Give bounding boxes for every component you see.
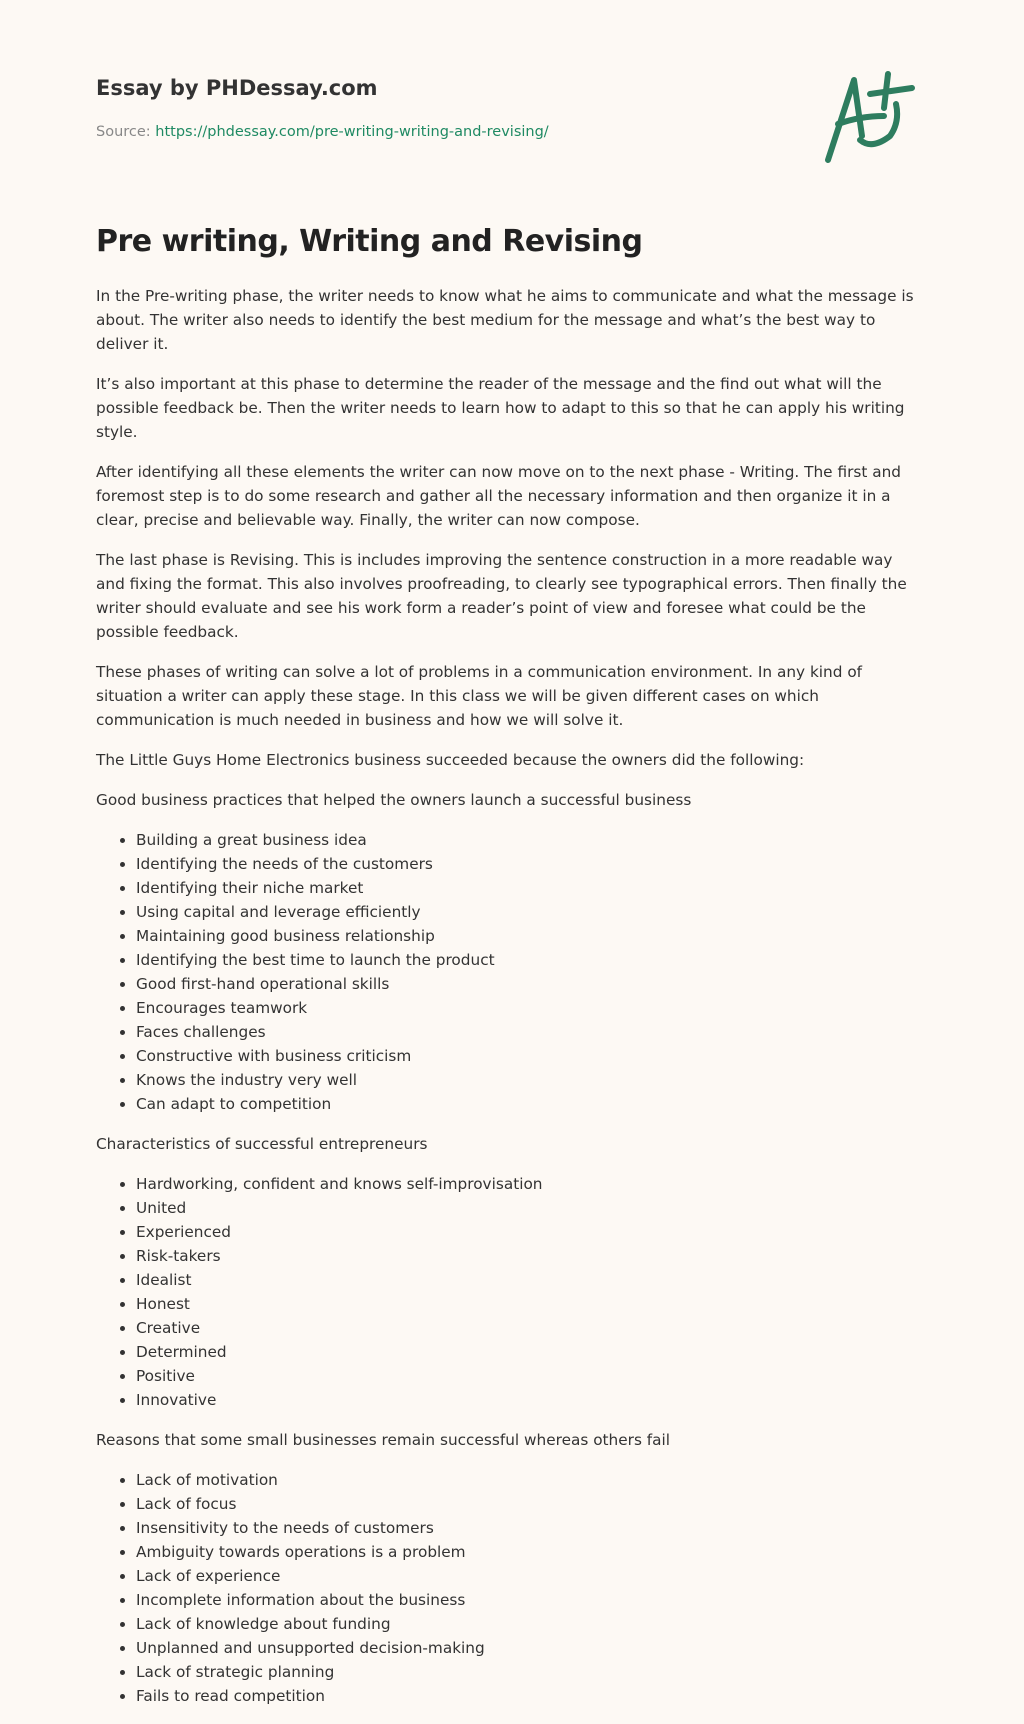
bullet-list: [96, 828, 926, 1116]
list-item: • Encourages teamwork: [136, 996, 926, 1020]
paragraph: The last phase is Revising. This is includes improving the sentence construction in a more readable way and fixing the format. This also involves proofreading, to clearly see typographical errors. Then finally the writer should evaluate and see his work form a reader’s point of view and foresee what could be the possible feedback.: [96, 551, 907, 641]
list-item: • Maintaining good business relationship: [136, 924, 926, 948]
list-item: • Faces challenges: [136, 1020, 926, 1044]
list-item: • Using capital and leverage efficiently: [136, 900, 926, 924]
list-item: • Lack of experience: [136, 1564, 926, 1588]
list-item: • Lack of motivation: [136, 1468, 926, 1492]
list-item: • Lack of knowledge about funding: [136, 1612, 926, 1636]
article-title: Pre writing, Writing and Revising: [96, 224, 643, 259]
list-item: • Honest: [136, 1292, 926, 1316]
list-intro: Good business practices that helped the owners launch a successful business: [96, 791, 692, 809]
list-item: • Positive: [136, 1364, 926, 1388]
list-item: • Insensitivity to the needs of customers: [136, 1516, 926, 1540]
list-item: • Identifying the needs of the customers: [136, 852, 926, 876]
list-item: • Identifying their niche market: [136, 876, 926, 900]
source-line: [96, 124, 549, 140]
list-item: • United: [136, 1196, 926, 1220]
list-item: • Lack of focus: [136, 1492, 926, 1516]
list-item: • Knows the industry very well: [136, 1068, 926, 1092]
bullet-list: [96, 1172, 926, 1412]
site-title: Essay by PHDessay.com: [96, 76, 378, 100]
list-item: • Fails to read competition: [136, 1684, 926, 1708]
list-item: • Building a great business idea: [136, 828, 926, 852]
list-item: • Good first-hand operational skills: [136, 972, 926, 996]
list-intro: Characteristics of successful entrepreneurs: [96, 1135, 428, 1153]
list-item: • Determined: [136, 1340, 926, 1364]
list-item: • Risk-takers: [136, 1244, 926, 1268]
list-item: • Experienced: [136, 1220, 926, 1244]
list-item: • Lack of strategic planning: [136, 1660, 926, 1684]
paragraph: In the Pre-writing phase, the writer needs to know what he aims to communicate and what the message is about. The writer also needs to identify the best medium for the message and what’s the best way to deliver it.: [96, 287, 914, 353]
list-item: • Hardworking, confident and knows self-improvisation: [136, 1172, 926, 1196]
paragraph: The Little Guys Home Electronics business succeeded because the owners did the following:: [96, 751, 805, 769]
list-item: • Idealist: [136, 1268, 926, 1292]
list-item: • Incomplete information about the business: [136, 1588, 926, 1612]
list-item: • Constructive with business criticism: [136, 1044, 926, 1068]
article-body: [96, 284, 926, 1724]
list-item: • Ambiguity towards operations is a problem: [136, 1540, 926, 1564]
list-item: • Innovative: [136, 1388, 926, 1412]
lists-container: [96, 788, 926, 1708]
list-intro: Reasons that some small businesses remain successful whereas others fail: [96, 1431, 671, 1449]
list-item: • Creative: [136, 1316, 926, 1340]
source-link[interactable]: https://phdessay.com/pre-writing-writing-and-revising/: [155, 124, 549, 140]
a-plus-logo-icon: [820, 66, 930, 166]
paragraph: These phases of writing can solve a lot of problems in a communication environment. In any kind of situation a writer can apply these stage. In this class we will be given different cases on which communication is much needed in business and how we will solve it.: [96, 663, 863, 729]
bullet-list: [96, 1468, 926, 1708]
source-label: Source:: [96, 124, 151, 140]
paragraph: After identifying all these elements the writer can now move on to the next phase - Writing. The first and foremost step is to do some research and gather all the necessary information and then organize it in a clear, precise and believable way. Finally, the writer can now compose.: [96, 463, 901, 529]
list-item: • Identifying the best time to launch the product: [136, 948, 926, 972]
list-item: • Unplanned and unsupported decision-making: [136, 1636, 926, 1660]
list-item: • Can adapt to competition: [136, 1092, 926, 1116]
paragraph: It’s also important at this phase to determine the reader of the message and the find out what will the possible feedback be. Then the writer needs to learn how to adapt to this so that he can apply his writing style.: [96, 375, 905, 441]
